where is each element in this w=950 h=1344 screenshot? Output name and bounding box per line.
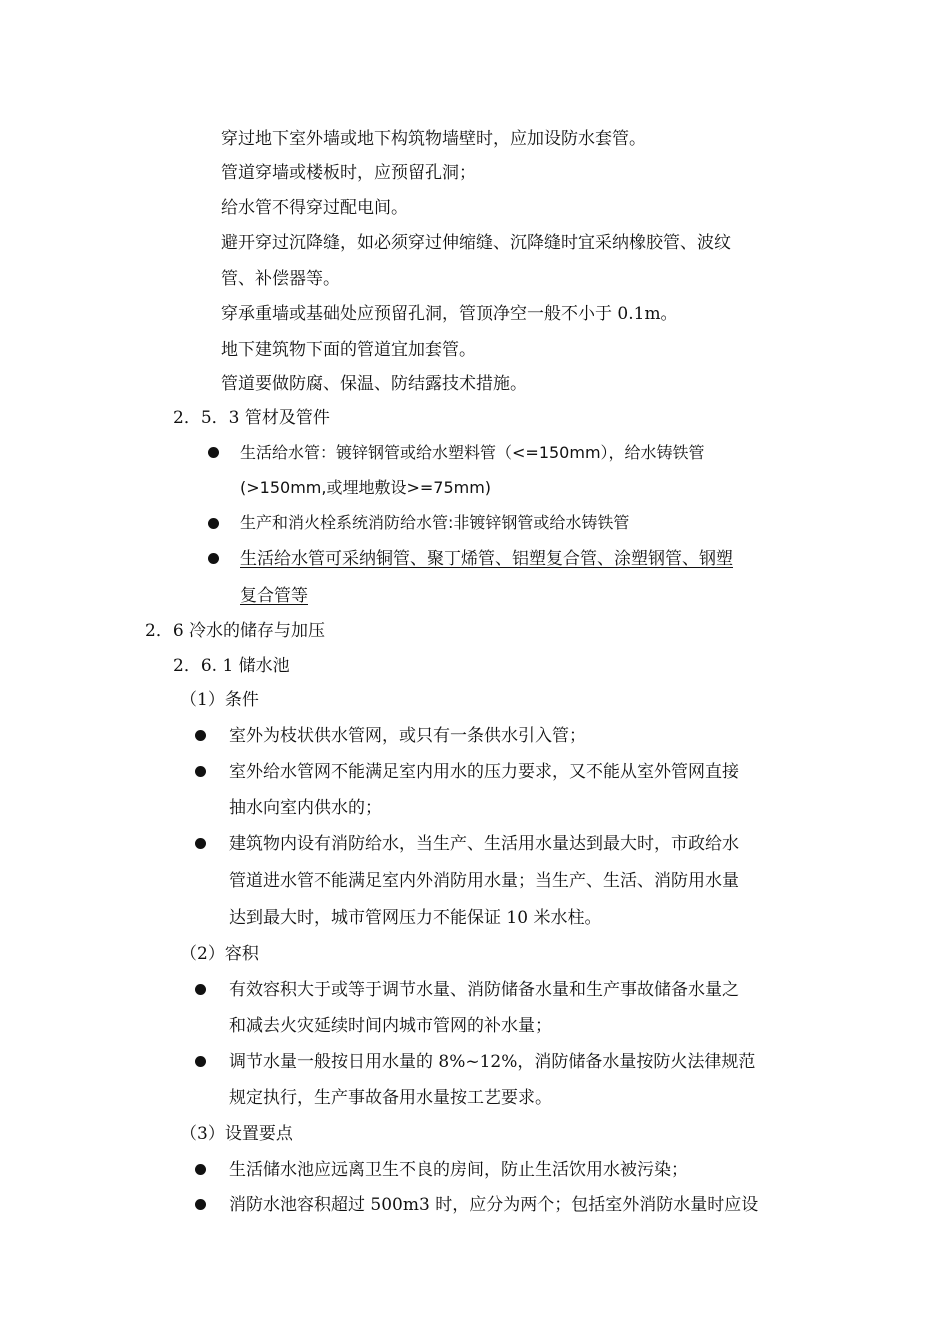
list-item: 生活储水池应远离卫生不良的房间，防止生活饮用水被污染； — [229, 1160, 688, 1180]
section-heading: 2．5．3 管材及管件 — [173, 408, 330, 428]
text-line: 穿承重墙或基础处应预留孔洞，管顶净空一般不小于 0.1m。 — [221, 304, 678, 324]
subsection-title: （3）设置要点 — [180, 1124, 293, 1144]
section-heading: 2．6. 1 储水池 — [173, 656, 290, 676]
bullet-icon — [195, 766, 206, 777]
text-line: 管、补偿器等。 — [221, 269, 340, 289]
bullet-icon — [195, 1056, 206, 1067]
list-item: 消防水池容积超过 500m3 时，应分为两个；包括室外消防水量时应设 — [229, 1195, 759, 1215]
list-item: 有效容积大于或等于调节水量、消防储备水量和生产事故储备水量之 — [229, 980, 739, 1000]
bullet-icon — [208, 447, 219, 458]
bullet-icon — [195, 1199, 206, 1210]
list-item: 复合管等 — [240, 586, 308, 606]
list-item: 调节水量一般按日用水量的 8%~12%，消防储备水量按防火法律规范 — [229, 1052, 756, 1072]
list-item: (>150mm,或埋地敷设>=75mm) — [240, 478, 492, 497]
text-line: 管道穿墙或楼板时，应预留孔洞； — [221, 163, 476, 183]
list-item: 生产和消火栓系统消防给水管:非镀锌钢管或给水铸铁管 — [240, 513, 630, 532]
list-item: 生活给水管可采纳铜管、聚丁烯管、铝塑复合管、涂塑钢管、钢塑 — [240, 549, 733, 569]
bullet-icon — [208, 553, 219, 564]
list-item: 建筑物内设有消防给水，当生产、生活用水量达到最大时，市政给水 — [229, 834, 739, 854]
text-line: 避开穿过沉降缝，如必须穿过伸缩缝、沉降缝时宜采纳橡胶管、波纹 — [221, 233, 731, 253]
text-line: 地下建筑物下面的管道宜加套管。 — [221, 340, 476, 360]
list-item: 和减去火灾延续时间内城市管网的补水量； — [229, 1016, 552, 1036]
bullet-icon — [195, 838, 206, 849]
bullet-icon — [208, 518, 219, 529]
subsection-title: （2）容积 — [180, 944, 259, 964]
bullet-icon — [195, 984, 206, 995]
list-item: 室外为枝状供水管网，或只有一条供水引入管； — [229, 726, 586, 746]
text-line: 穿过地下室外墙或地下构筑物墙壁时，应加设防水套管。 — [221, 129, 646, 149]
bullet-icon — [195, 1164, 206, 1175]
text-line: 管道要做防腐、保温、防结露技术措施。 — [221, 374, 527, 394]
text-line: 给水管不得穿过配电间。 — [221, 198, 408, 218]
list-item: 生活给水管：镀锌钢管或给水塑料管（<=150mm），给水铸铁管 — [240, 443, 705, 462]
list-item: 达到最大时，城市管网压力不能保证 10 米水柱。 — [229, 908, 602, 928]
list-item: 抽水向室内供水的； — [229, 798, 382, 818]
bullet-icon — [195, 730, 206, 741]
list-item: 室外给水管网不能满足室内用水的压力要求，又不能从室外管网直接 — [229, 762, 739, 782]
list-item: 管道进水管不能满足室内外消防用水量；当生产、生活、消防用水量 — [229, 871, 739, 891]
subsection-title: （1）条件 — [180, 690, 259, 710]
list-item: 规定执行，生产事故备用水量按工艺要求。 — [229, 1088, 552, 1108]
section-heading: 2．6 冷水的储存与加压 — [145, 621, 326, 641]
